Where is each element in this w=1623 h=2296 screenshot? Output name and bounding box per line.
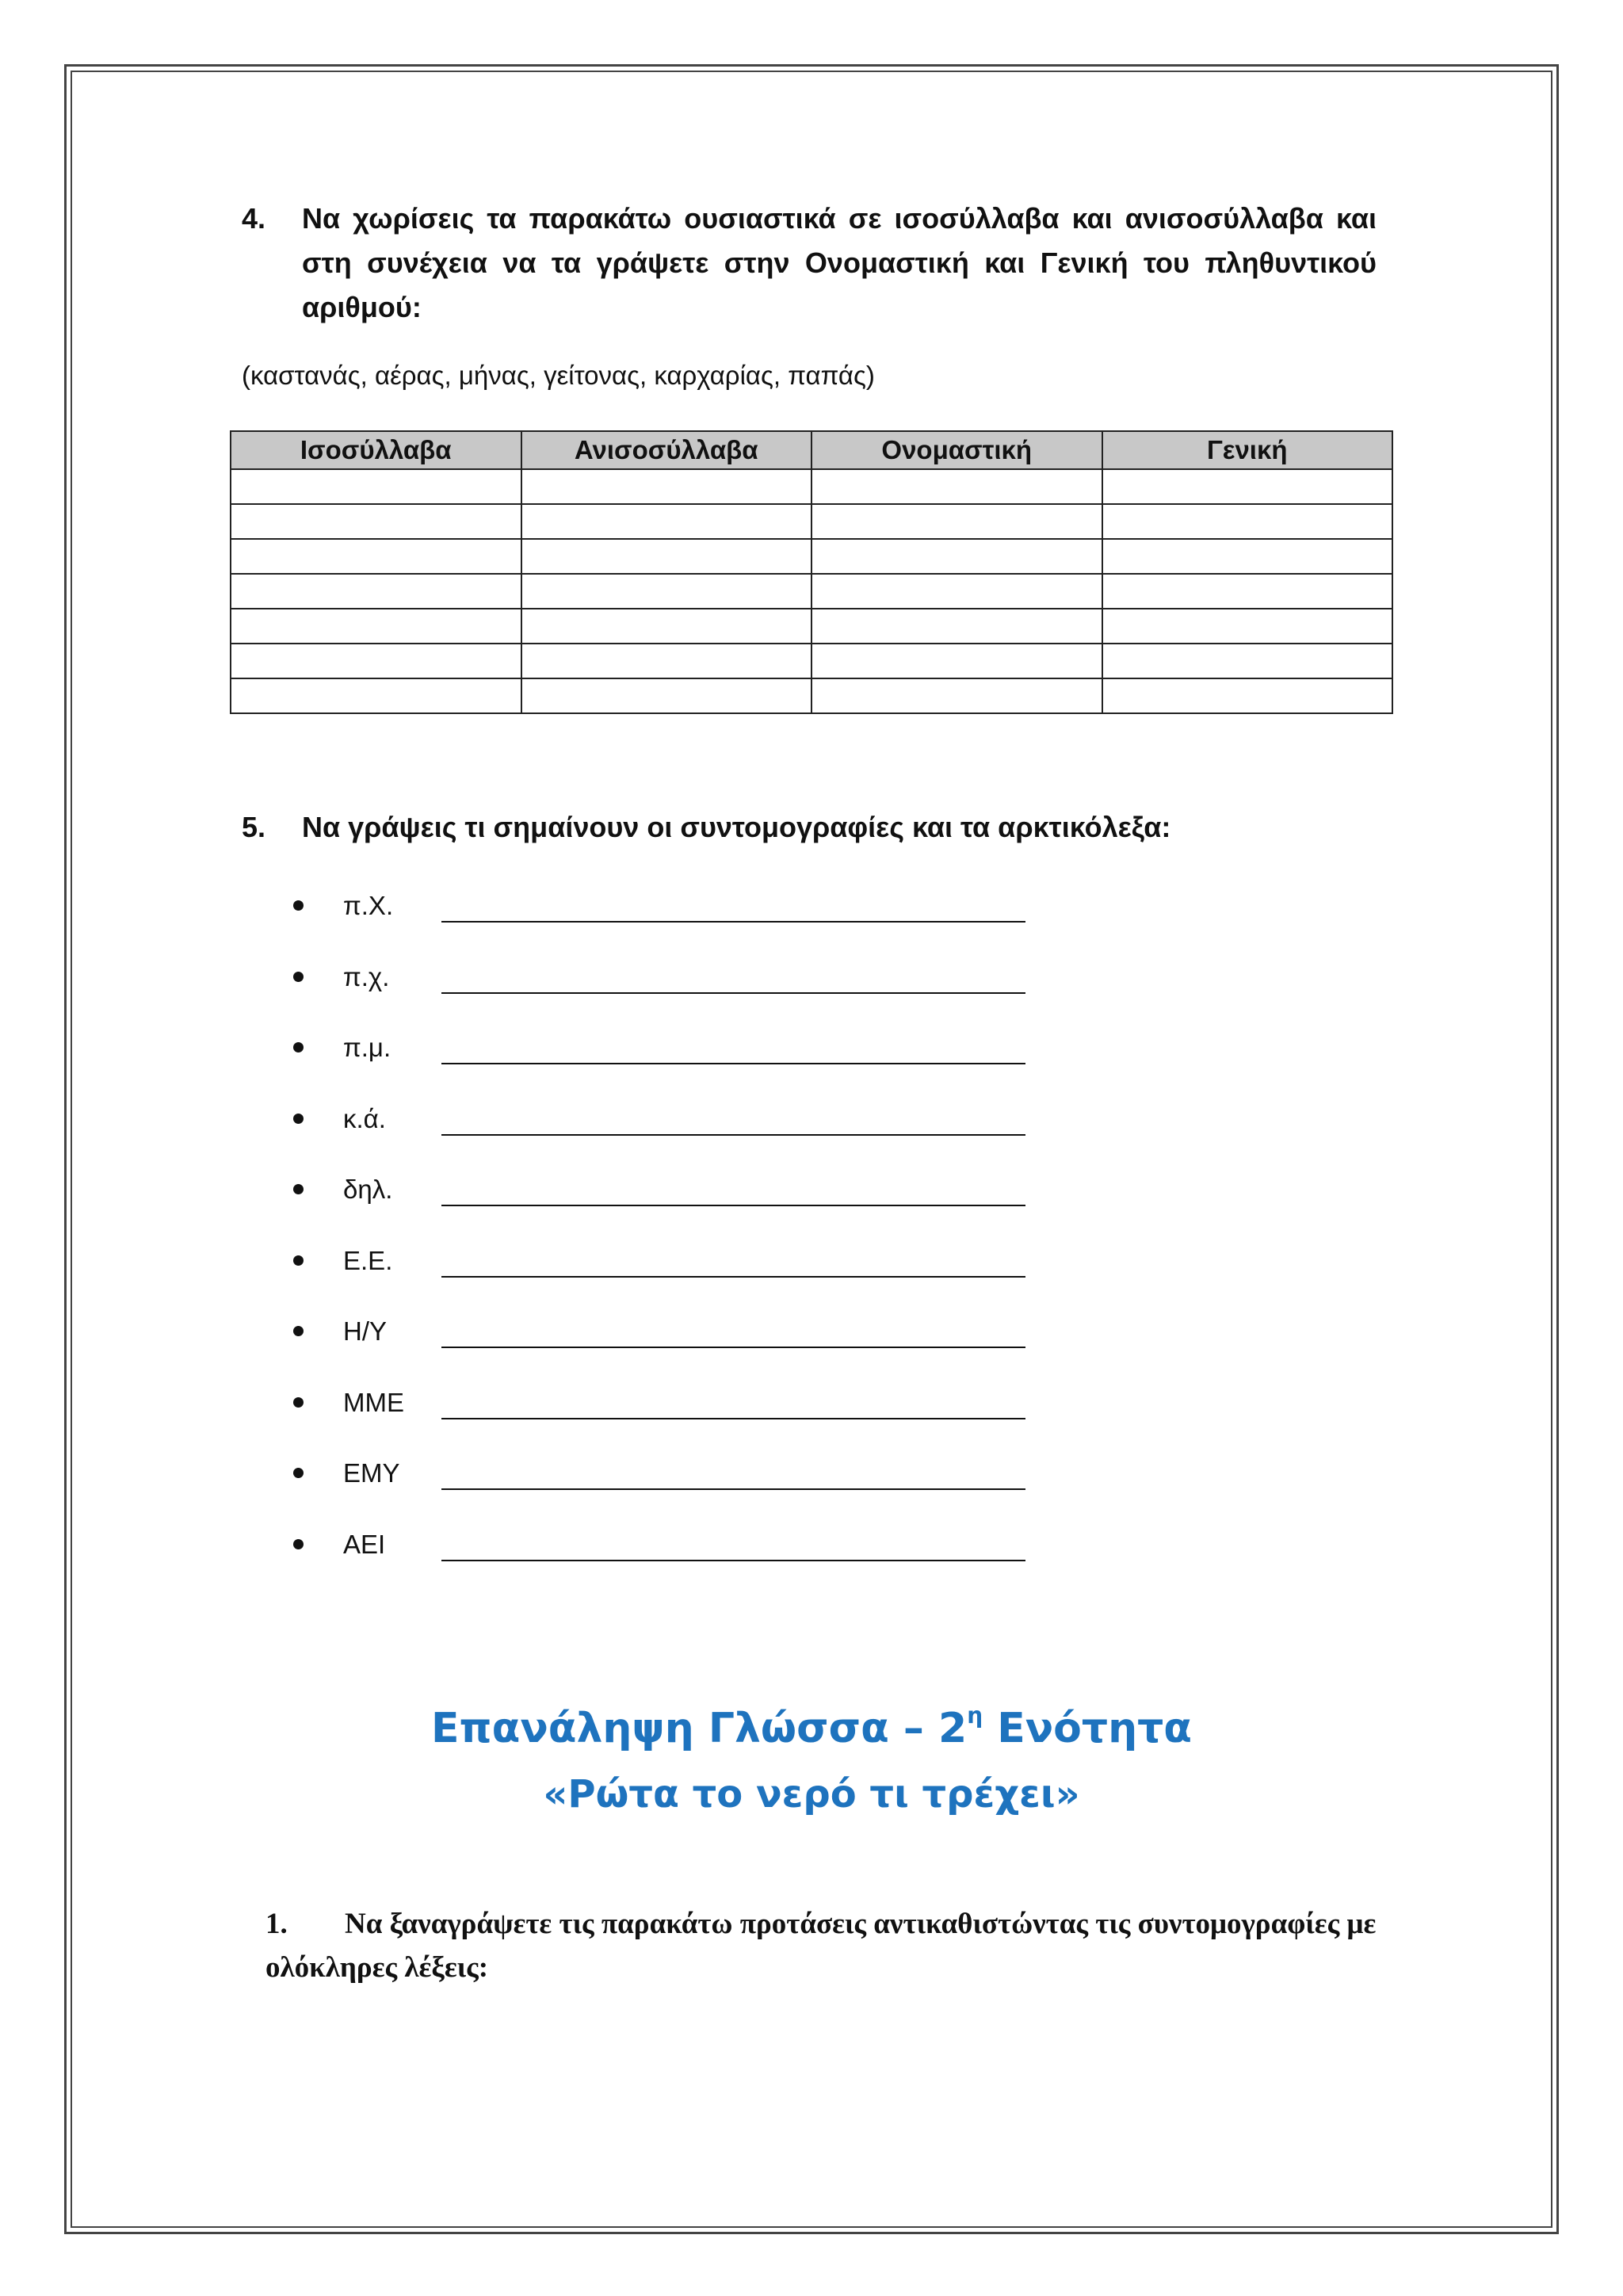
answer-cell[interactable] [231, 574, 521, 609]
unit-title-main: Επανάληψη Γλώσσα – 2 [430, 1705, 968, 1752]
exercise-number: 5. [242, 811, 266, 843]
table-row [231, 539, 1392, 574]
bullet-icon [293, 1539, 304, 1549]
answer-cell[interactable] [521, 644, 812, 678]
answer-cell[interactable] [812, 469, 1102, 504]
exercise-5-heading [242, 805, 1377, 853]
table-row [231, 469, 1392, 504]
list-item [293, 1030, 1030, 1101]
bullet-icon [293, 1042, 304, 1052]
answer-cell[interactable] [231, 644, 521, 678]
bullet-icon [293, 972, 304, 982]
answer-cell[interactable] [812, 574, 1102, 609]
answer-line[interactable] [441, 1205, 1025, 1206]
abbreviation-label: π.χ. [343, 961, 390, 991]
answer-cell[interactable] [231, 678, 521, 713]
answer-cell[interactable] [231, 539, 521, 574]
answer-cell[interactable] [521, 609, 812, 644]
bullet-icon [293, 1397, 304, 1408]
answer-line[interactable] [441, 921, 1025, 923]
list-item [293, 1101, 1030, 1172]
list-item [293, 1526, 1030, 1598]
answer-cell[interactable] [812, 678, 1102, 713]
bullet-icon [293, 1326, 304, 1336]
answer-cell[interactable] [812, 539, 1102, 574]
abbreviation-label: ΑΕΙ [343, 1529, 386, 1559]
table-row [231, 574, 1392, 609]
answer-cell[interactable] [1102, 609, 1393, 644]
word-list: (καστανάς, αέρας, μήνας, γείτονας, καρχαρίας, παπάς) [242, 361, 875, 390]
column-header: Ανισοσύλλαβα [521, 431, 812, 469]
answer-line[interactable] [441, 1418, 1025, 1419]
abbreviation-label: Ε.Ε. [343, 1245, 393, 1275]
exercise-number: 4. [242, 202, 266, 235]
answer-cell[interactable] [231, 609, 521, 644]
answer-line[interactable] [441, 992, 1025, 994]
bullet-icon [293, 1255, 304, 1266]
answer-cell[interactable] [1102, 504, 1393, 539]
answer-line[interactable] [441, 1488, 1025, 1490]
list-item [293, 1385, 1030, 1456]
answer-line[interactable] [441, 1276, 1025, 1278]
column-header: Ονομαστική [812, 431, 1102, 469]
exercise-4-heading [242, 197, 1377, 331]
answer-cell[interactable] [1102, 539, 1393, 574]
answer-cell[interactable] [231, 504, 521, 539]
answer-cell[interactable] [521, 504, 812, 539]
exercise-instruction: Να γράψεις τι σημαίνουν οι συντομογραφίες και τα αρκτικόλεξα: [302, 811, 1171, 843]
exercise-instruction: Να χωρίσεις τα παρακάτω ουσιαστικά σε ισοσύλλαβα και ανισοσύλλαβα και στη συνέχεια να τα γράψετε στην Ονομαστική και Γενική του πληθυντικού αριθμού: [302, 202, 1377, 323]
abbreviation-label: δηλ. [343, 1175, 393, 1204]
table-row [231, 644, 1392, 678]
list-item [293, 959, 1030, 1030]
exercise-number: 1. [265, 1908, 288, 1940]
unit-subtitle: «Ρώτα το νερό τι τρέχει» [543, 1772, 1080, 1817]
list-item [293, 888, 1030, 959]
answer-cell[interactable] [521, 539, 812, 574]
answer-line[interactable] [441, 1347, 1025, 1348]
answer-cell[interactable] [521, 574, 812, 609]
answer-cell[interactable] [1102, 469, 1393, 504]
abbreviation-label: π.μ. [343, 1033, 391, 1062]
answer-cell[interactable] [521, 469, 812, 504]
answer-cell[interactable] [1102, 644, 1393, 678]
bullet-icon [293, 1184, 304, 1194]
answer-table [230, 430, 1393, 714]
exercise-1-heading [265, 1902, 1500, 1989]
abbreviation-label: ΕΜΥ [343, 1458, 400, 1488]
answer-cell[interactable] [231, 469, 521, 504]
unit-title-end: Ενότητα [983, 1705, 1193, 1752]
answer-cell[interactable] [812, 609, 1102, 644]
abbreviation-label: κ.ά. [343, 1103, 386, 1133]
answer-cell[interactable] [812, 504, 1102, 539]
answer-cell[interactable] [812, 644, 1102, 678]
bullet-icon [293, 1114, 304, 1124]
table-row [231, 504, 1392, 539]
exercise-instruction: Να ξαναγράψετε τις παρακάτω προτάσεις αντικαθιστώντας τις συντομογραφίες με ολόκληρες λέξεις: [265, 1908, 1377, 1984]
answer-line[interactable] [441, 1560, 1025, 1561]
table-row [231, 609, 1392, 644]
list-item [293, 1455, 1030, 1526]
abbreviation-label: Η/Υ [343, 1316, 388, 1346]
abbreviation-label: π.Χ. [343, 891, 394, 920]
abbreviation-list [293, 888, 1030, 1597]
list-item [293, 1243, 1030, 1314]
unit-title [0, 1688, 1623, 1756]
bullet-icon [293, 1468, 304, 1478]
answer-cell[interactable] [1102, 678, 1393, 713]
answer-line[interactable] [441, 1063, 1025, 1064]
abbreviation-label: ΜΜΕ [343, 1387, 404, 1417]
list-item [293, 1171, 1030, 1243]
table-header-row [231, 431, 1392, 469]
answer-line[interactable] [441, 1134, 1025, 1136]
column-header: Γενική [1102, 431, 1393, 469]
unit-title-superscript: η [967, 1702, 983, 1729]
answer-cell[interactable] [1102, 574, 1393, 609]
answer-cell[interactable] [521, 678, 812, 713]
column-header: Ισοσύλλαβα [231, 431, 521, 469]
bullet-icon [293, 900, 304, 911]
list-item [293, 1313, 1030, 1385]
table-row [231, 678, 1392, 713]
